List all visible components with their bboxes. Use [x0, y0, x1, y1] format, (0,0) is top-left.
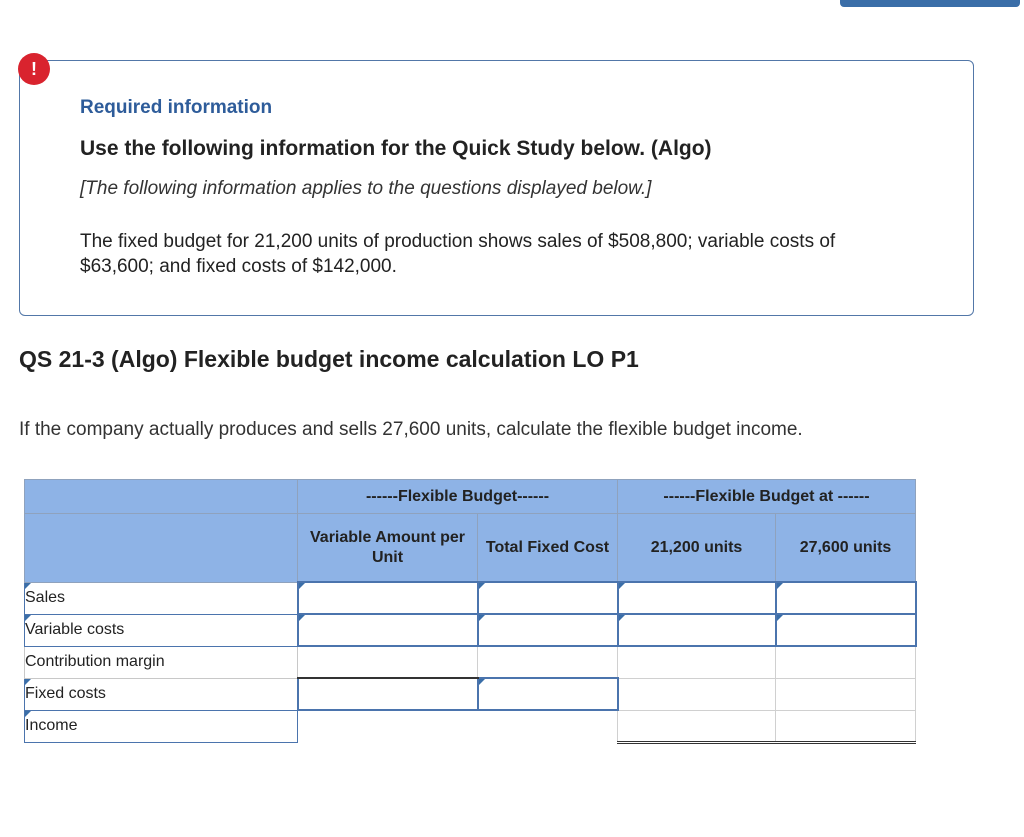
col-21200-units: 21,200 units — [618, 514, 776, 583]
cm-variable-amount-cell — [298, 646, 478, 678]
applies-note: [The following information applies to the questions displayed below.] — [80, 178, 652, 199]
fixed-variable-amount-input[interactable] — [299, 679, 477, 709]
table-row — [25, 614, 916, 646]
dropdown-marker-icon — [299, 615, 305, 621]
dropdown-marker-icon — [479, 679, 485, 685]
varcost-27600-cell[interactable] — [776, 614, 916, 646]
dropdown-marker-icon — [619, 583, 625, 589]
table-row — [25, 710, 916, 742]
dropdown-marker-icon — [25, 615, 31, 621]
income-variable-amount-cell — [298, 710, 478, 742]
cm-fixed-cost-cell — [478, 646, 618, 678]
varcost-variable-amount-input[interactable] — [299, 615, 477, 645]
varcost-27600-input[interactable] — [777, 615, 915, 645]
cm-27600-cell — [776, 646, 916, 678]
dropdown-marker-icon — [777, 583, 783, 589]
fixed-fixed-cost-input[interactable] — [479, 679, 617, 709]
sales-21200-cell[interactable] — [618, 582, 776, 614]
dropdown-marker-icon — [25, 679, 31, 685]
sales-27600-cell[interactable] — [776, 582, 916, 614]
table-row — [25, 646, 916, 678]
row-label-income[interactable]: Income — [25, 710, 298, 742]
col-variable-amount: Variable Amount per Unit — [298, 514, 478, 583]
row-label-variable-costs[interactable]: Variable costs — [25, 614, 298, 646]
income-27600-cell — [776, 710, 916, 742]
dropdown-marker-icon — [25, 583, 31, 589]
flexible-budget-group-header: ------Flexible Budget------ — [298, 480, 618, 514]
question-prompt: If the company actually produces and sells 27,600 units, calculate the flexible budget income. — [19, 419, 803, 440]
required-info-heading: Required information — [80, 97, 273, 118]
varcost-21200-input[interactable] — [619, 615, 775, 645]
row-label-fixed-costs[interactable]: Fixed costs — [25, 678, 298, 710]
sales-fixed-cost-cell[interactable] — [478, 582, 618, 614]
dropdown-marker-icon — [25, 711, 31, 717]
flexible-budget-table — [24, 479, 917, 744]
fixed-27600-cell — [776, 678, 916, 710]
dropdown-marker-icon — [479, 615, 485, 621]
dropdown-marker-icon — [619, 615, 625, 621]
varcost-variable-amount-cell[interactable] — [298, 614, 478, 646]
header-blank-2 — [25, 514, 298, 583]
fixed-21200-cell — [618, 678, 776, 710]
income-21200-cell — [618, 710, 776, 742]
col-total-fixed-cost: Total Fixed Cost — [478, 514, 618, 583]
sales-variable-amount-input[interactable] — [299, 583, 477, 613]
col-27600-units: 27,600 units — [776, 514, 916, 583]
varcost-fixed-cost-cell[interactable] — [478, 614, 618, 646]
fixed-fixed-cost-cell[interactable] — [478, 678, 618, 710]
alert-icon: ! — [18, 53, 50, 85]
top-action-bar[interactable] — [840, 0, 1020, 7]
dropdown-marker-icon — [479, 583, 485, 589]
table-row — [25, 678, 916, 710]
info-subheading: Use the following information for the Quick Study below. (Algo) — [80, 137, 712, 160]
table-row — [25, 582, 916, 614]
varcost-21200-cell[interactable] — [618, 614, 776, 646]
dropdown-marker-icon — [777, 615, 783, 621]
varcost-fixed-cost-input[interactable] — [479, 615, 617, 645]
flexible-budget-at-group-header: ------Flexible Budget at ------ — [618, 480, 916, 514]
sales-21200-input[interactable] — [619, 583, 775, 613]
question-title: QS 21-3 (Algo) Flexible budget income calculation LO P1 — [19, 346, 639, 372]
row-label-contribution-margin: Contribution margin — [25, 646, 298, 678]
dropdown-marker-icon — [299, 583, 305, 589]
budget-description: The fixed budget for 21,200 units of production shows sales of $508,800; variable costs of $63,600; and fixed costs of $142,000. — [80, 231, 836, 277]
income-fixed-cost-cell — [478, 710, 618, 742]
fixed-variable-amount-cell[interactable] — [298, 678, 478, 710]
sales-fixed-cost-input[interactable] — [479, 583, 617, 613]
row-label-sales[interactable]: Sales — [25, 582, 298, 614]
sales-27600-input[interactable] — [777, 583, 915, 613]
cm-21200-cell — [618, 646, 776, 678]
header-blank — [25, 480, 298, 514]
sales-variable-amount-cell[interactable] — [298, 582, 478, 614]
